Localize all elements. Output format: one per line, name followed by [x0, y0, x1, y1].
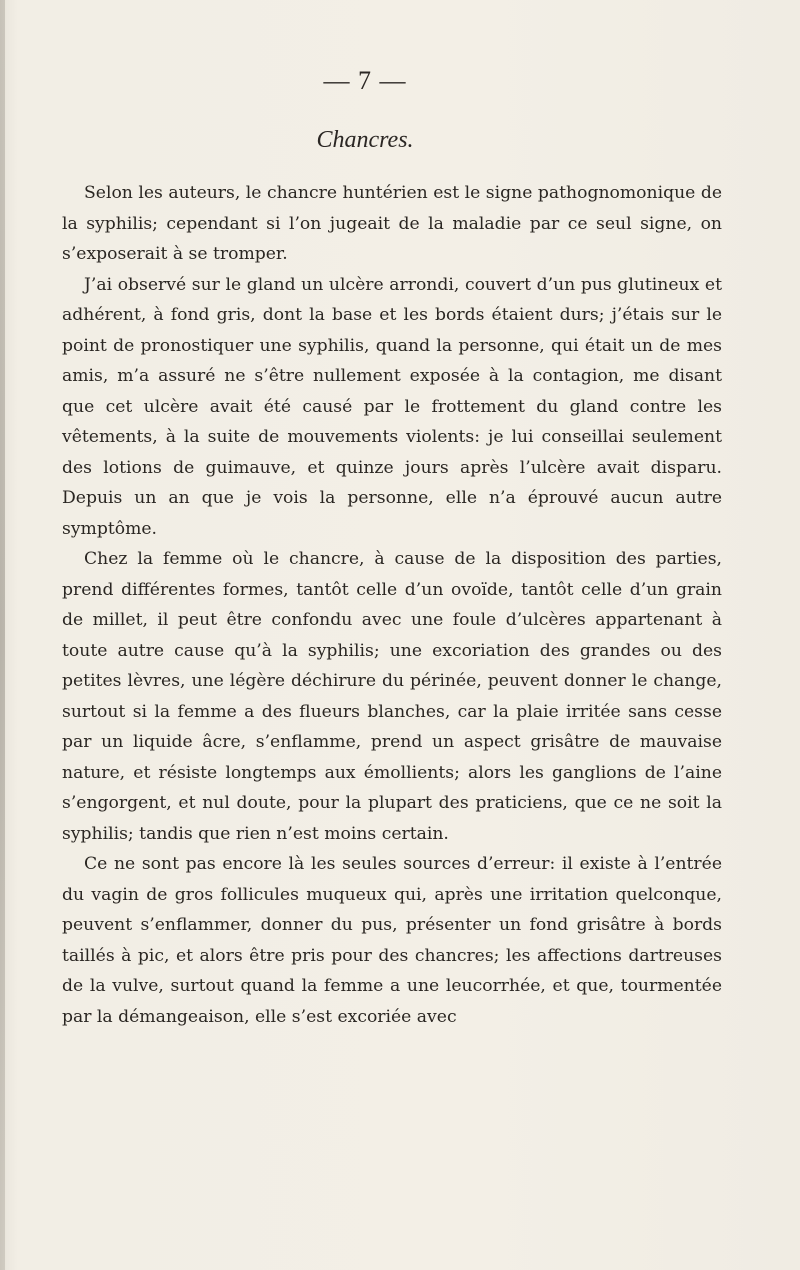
- page-binding-edge: [0, 0, 5, 1270]
- page-number: — 7 —: [323, 66, 407, 95]
- section-title: Chancres.: [316, 127, 414, 153]
- paragraph-3: Chez la femme où le chancre, à cause de la disposition des parties, prend différentes formes, tantôt celle d’un ovoïde, tantôt celle d’un grain de millet, il peut être confondu avec une foule d’ulcères appartenant à toute autre cause qu’à la syphilis; une excoriation des grandes ou des petites lèvres, une légère déchirure du périnée, peuvent donner le change, surtout si la femme a des flueurs blanches, car la plaie irritée sans cesse par un liquide âcre, s’enflamme, prend un aspect grisâtre de mauvaise nature, et résiste longtemps aux émollients; alors les ganglions de l’aine s’engorgent, et nul doute, pour la plupart des praticiens, que ce ne soit la syphilis; tandis que rien n’est moins certain.: [62, 549, 722, 844]
- paragraph-2: J’ai observé sur le gland un ulcère arrondi, couvert d’un pus glutineux et adhérent, à fond gris, dont la base et les bords étaient durs; j’étais sur le point de pronostiquer une syphilis, quand la personne, qui était un de mes amis, m’a assuré ne s’être nullement exposée à la contagion, me disant que cet ulcère avait été causé par le frottement du gland contre les vêtements, à la suite de mouvements violents: je lui conseillai seulement des lotions de guimauve, et quinze jours après l’ulcère avait disparu. Depuis un an que je vois la personne, elle n’a éprouvé aucun autre symptôme.: [62, 274, 722, 539]
- paragraph-4: Ce ne sont pas encore là les seules sources d’erreur: il existe à l’entrée du vagin de gros follicules muqueux qui, après une irritation quelconque, peuvent s’enflammer, donner du pus, présenter un fond grisâtre à bords taillés à pic, et alors être pris pour des chancres; les affections dartreuses de la vulve, surtout quand la femme a une leucorrhée, et que, tourmentée par la démangeaison, elle s’est excoriée avec: [62, 854, 722, 1027]
- paragraph-1: Selon les auteurs, le chancre huntérien est le signe pathognomonique de la syphilis; cependant si l’on jugeait de la maladie par ce seul signe, on s’exposerait à se tromper.: [62, 183, 722, 264]
- body-text: [62, 178, 722, 1032]
